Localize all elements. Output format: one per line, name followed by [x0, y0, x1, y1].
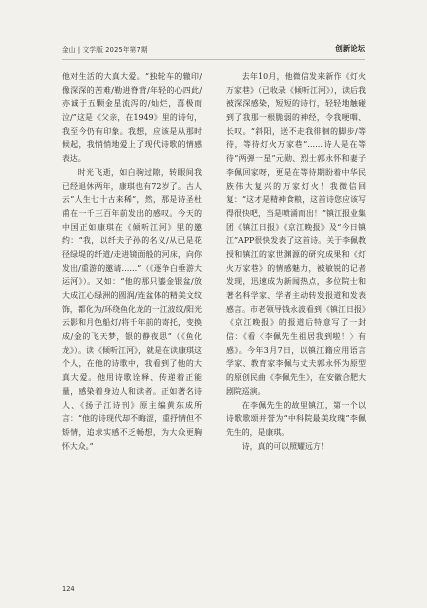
closing-line: 诗，真的可以照耀远方！: [241, 441, 329, 451]
paragraph: 去年10月，他微信发来新作《灯火万家巷》（已收录《倾听江河》），读后我被深深感染，短短的诗行，轻轻地触碰到了我那一根脆弱的神经，令我哽咽、长叹。“斜阳，送不走我徘徊的脚步/等待，等待灯火万家巷”……诗人是在等待“两弹一星”元勋、烈士郭永怀和妻子李佩回家呀，更是在等待期盼着中华民族伟大复兴的万家灯火！我微信回复：“这才是精神食粮，这首诗您应该写得很快吧，当是喷涌而出！”镇江报业集团《镇江日报》《京江晚报》及“今日镇江”APP很快发表了这首诗。关于李佩教授和镇江的家世渊源的研究成果和《灯火万家巷》的情感魅力，被敏锐的记者发现，迅速成为新闻热点，多位院士和著名科学家、学者主动转发报道和发表感言。市老领导钱永波看到《镇江日报》《京江晚报》的报道后特意写了一封信：《看〈李佩先生祖居我到啦！〉有感》。今年3月7日，以镇江籍应用语言学家、教育家李佩与丈夫郭永怀为原型的原创民曲《李佩先生》，在安徽合肥大剧院巡演。: [226, 72, 366, 396]
paragraph: 他对生活的大真大爱。“独轮车的辙印/像深深的苦难/勒进脊背/年轻的心四此/亦诚于五颗金星流泻的/灿烂，喜极而泣/”这是《父亲，在1949》里的诗句，我至今仍有印象。我想，应该是从那时候起，我悄悄地爱上了现代诗歌的情感表达。: [62, 72, 202, 164]
page-number: 124: [62, 585, 75, 593]
journal-header: 金山 | 文学版 2025年第7期: [62, 46, 148, 54]
paragraph: 时光飞逝，如白驹过隙，转眼间我已经退休两年，康琪也有72岁了。古人云“人生七十古来稀”，然，那是诗圣杜甫在一千三百年前发出的感叹。今天的中国正如康琪在《倾听江河》里的邀约：“我，以纤夫子孙的名义/从已是花径绿堤的纤道/走进镜面般的河床，向你发出/重游的邀请……”（《逐争白垂游大运河》）。又如：“他的那只鎏金银盆/放大成江心绿洲的圆润/连盆体的精美文纹饰，都化为/环绕鱼化龙的一江波纹/阳光云影和月色船灯/将千年前的寄托，变换成/金的飞天梦，银的静夜思”（《鱼化龙》）。读《倾听江河》，就是在读康琪这个人，在他的诗歌中，我看到了他的大真大爱。他用诗歌诠释、传递着正能量，感染着身边人和读者。正如著名诗人、《扬子江诗刊》原主编黄东成所言：“他的诗现代却不晦涩，重抒情但不矫情，追求实感不乏畅想，为大众更胸怀大众。”: [62, 167, 202, 451]
paragraph: 在李佩先生的故里镇江，第一个以诗歌歌颂并誉为“中科院最美玫瑰”李佩先生的，是康琪。: [226, 400, 366, 437]
right-column: [226, 70, 366, 453]
left-column: [62, 70, 202, 453]
header-divider: [62, 59, 365, 60]
section-title: 创新论坛: [335, 44, 365, 53]
